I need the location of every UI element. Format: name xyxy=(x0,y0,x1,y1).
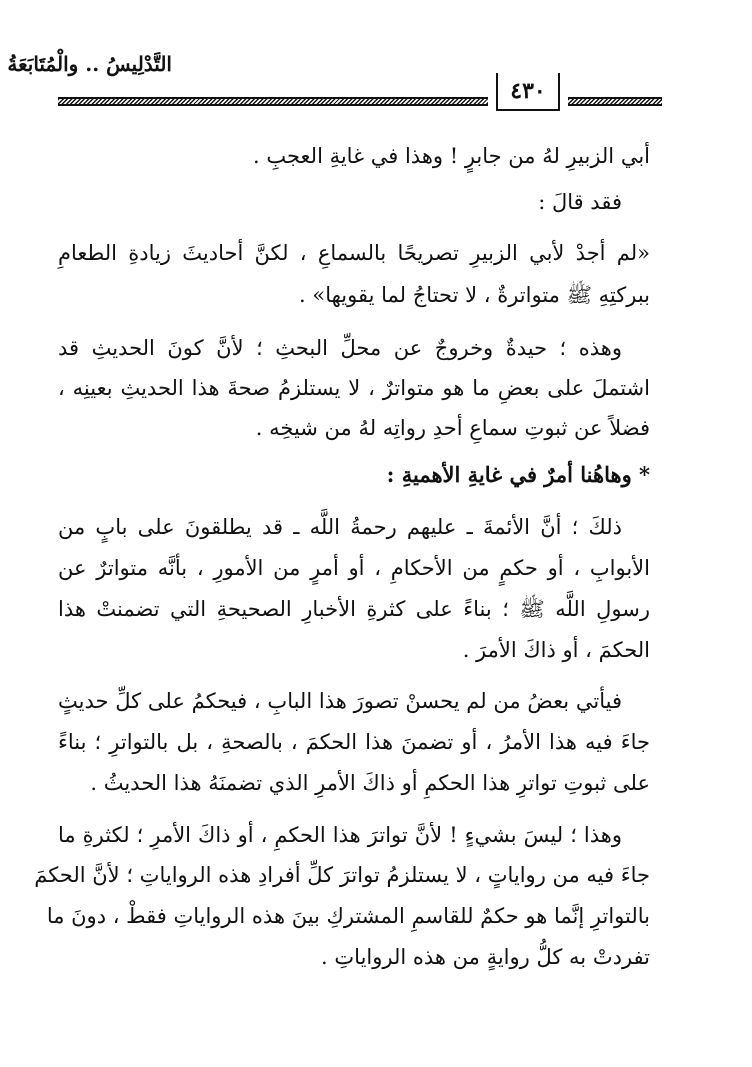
text-line: اشتملَ على بعضِ ما هو متواترٌ ، لا يستلزمُ صحةَ هذا الحديثِ بعينِه ، xyxy=(58,376,650,400)
text-line: وهذه ؛ حيدةٌ وخروجٌ عن محلِّ البحثِ ؛ لأنَّ كونَ الحديثِ قد xyxy=(58,336,622,360)
text-line: فقد قالَ : xyxy=(538,190,622,214)
running-title: التَّدْلِيسُ .. والْمُتَابَعَةُ xyxy=(7,52,172,76)
quote-line: «لم أجدْ لأبي الزبيرِ تصريحًا بالسماعِ ، لكنَّ أحاديثَ زيادةِ الطعامِ xyxy=(58,241,650,265)
page-number: ٤٣٠ xyxy=(496,73,560,111)
text-line: جاءَ فيه من رواياتٍ ، لا يستلزمُ تواترَ كلِّ أفرادِ هذه الرواياتِ ؛ لأنَّ الحكمَ xyxy=(34,863,650,887)
text-line: وهذا ؛ ليسَ بشيءٍ ! لأنَّ تواترَ هذا الحكمِ ، أو ذاكَ الأمرِ ؛ لكثرةِ ما xyxy=(58,823,622,847)
text-line: رسولِ اللَّه ﷺ ؛ بناءً على كثرةِ الأخبارِ الصحيحةِ التي تضمنتْ هذا xyxy=(58,597,650,621)
text-line: الأبوابِ ، أو حكمٍ من الأحكامِ ، أو أمرٍ من الأمورِ ، بأنَّه متواترٌ عن xyxy=(58,556,650,580)
text-line: فضلاً عن ثبوتِ سماعِ أحدِ رواتِه لهُ من شيخِه . xyxy=(255,416,650,440)
text-line: تفردتْ به كلُّ روايةٍ من هذه الرواياتِ . xyxy=(321,945,650,969)
section-heading: * وهاهُنا أمرٌ في غايةِ الأهميةِ : xyxy=(386,462,650,487)
quote-line: ببركتِهِ ﷺ متواترةٌ ، لا تحتاجُ لما يقويها» . xyxy=(299,283,650,307)
text-line: ذلكَ ؛ أنَّ الأئمةَ ـ عليهم رحمةُ اللَّه ـ قد يطلقونَ على بابٍ من xyxy=(58,515,622,539)
text-line: على ثبوتِ تواترِ هذا الحكمِ أو ذاكَ الأمرِ الذي تضمنَهُ هذا الحديثُ . xyxy=(90,771,650,795)
header-rule-right xyxy=(568,97,662,106)
text-line: أبي الزبيرِ لهُ من جابرٍ ! وهذا في غايةِ العجبِ . xyxy=(253,144,650,168)
header-rule-left xyxy=(58,97,488,106)
text-line: جاءَ فيه هذا الأمرُ ، أو تضمنَ هذا الحكمَ ، بالصحةِ ، بل بالتواترِ ؛ بناءً xyxy=(58,730,650,754)
text-line: فيأتي بعضُ من لم يحسنْ تصورَ هذا البابِ ، فيحكمُ على كلِّ حديثٍ xyxy=(58,689,622,713)
text-line: الحكمَ ، أو ذاكَ الأمرَ . xyxy=(462,638,650,662)
text-line: بالتواترِ إنَّما هو حكمٌ للقاسمِ المشتركِ بينَ هذه الرواياتِ فقطْ ، دونَ ما xyxy=(46,904,650,928)
